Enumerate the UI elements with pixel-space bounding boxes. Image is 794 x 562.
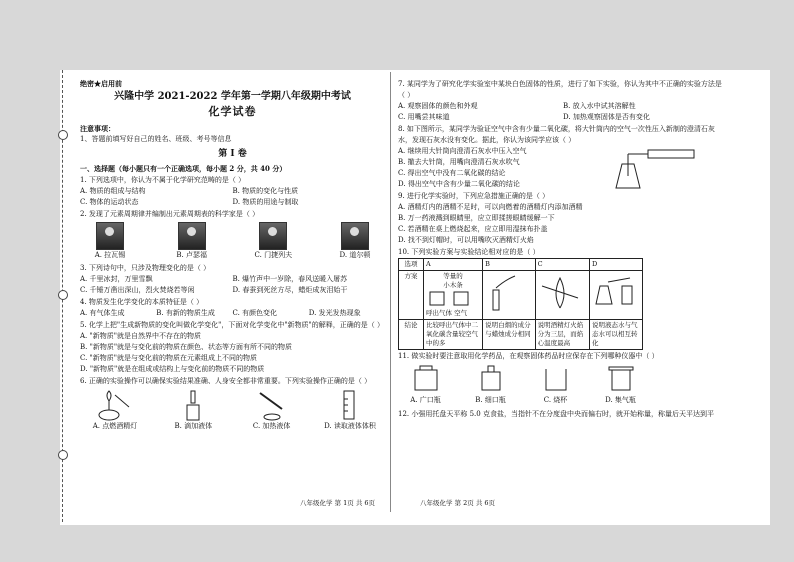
option-d: D. 得出空气中含有少量二氧化碳的结论: [398, 180, 520, 188]
option-b: B. 放入水中试其溶解性: [563, 102, 636, 110]
graduated-cylinder-icon: [330, 389, 370, 421]
lab-item: [315, 389, 385, 432]
portrait-item: [335, 222, 375, 261]
option-a: A. 物质的组成与结构: [80, 187, 146, 195]
portrait-image: [96, 222, 124, 250]
exam-title: 兴隆中学 2021-2022 学年第一学期八年级期中考试: [114, 91, 351, 102]
option-c: C. 用嘴尝其味道: [398, 113, 450, 121]
left-page: [80, 78, 385, 434]
option-d: D. 道尔顿: [339, 251, 371, 259]
question-options: [80, 274, 385, 296]
test-tube-heating-icon: [252, 389, 292, 421]
option-a: A. 广口瓶: [410, 396, 441, 404]
option-a: A. 有气体生成: [80, 309, 125, 317]
table-cell: 说明液态水与气态水可以相互转化: [590, 320, 643, 350]
option-a: A. "新物质"就是自然界中不存在的物质: [80, 332, 201, 340]
question-options: [80, 308, 385, 319]
question-1: [80, 175, 385, 208]
question-9: [398, 191, 728, 246]
option-c: C. 得出空气中没有二氧化碳的结论: [398, 169, 506, 177]
question-3: [80, 263, 385, 296]
question-stem: 11. 做实验时要注意取用化学药品，在观察固体药品时应保存在下列哪种仪器中（ ）: [398, 352, 659, 360]
option-b: B. 滴加液体: [174, 422, 213, 430]
option-c: C. 门捷列夫: [254, 251, 293, 259]
option-c: C. 千锤万凿出深山，烈火焚烧若等闲: [80, 286, 195, 294]
alcohol-lamp-icon: [95, 389, 135, 421]
right-page: [398, 78, 728, 420]
portrait-item: [253, 222, 293, 261]
question-stem: 10. 下列实验方案与实验结论相对应的是（ ）: [398, 248, 540, 256]
option-d: D. "新物质"就是在组成或结构上与变化前的物质不同的物质: [80, 365, 265, 373]
diagram-label: 等量的: [443, 272, 463, 280]
table-header-cell: D: [590, 259, 643, 271]
option-c: C. 物体的运动状态: [80, 198, 139, 206]
option-d: D. 读取液体体积: [324, 422, 376, 430]
question-6: [80, 376, 385, 432]
binding-hole: [58, 450, 68, 460]
question-10: [398, 247, 728, 350]
portrait-image: [259, 222, 287, 250]
bottle-item: [528, 365, 583, 406]
option-c: C. 烧杯: [543, 396, 568, 404]
option-b: B. 细口瓶: [475, 396, 506, 404]
question-stem: 6. 正确的实验操作可以确保实验结果准确、人身安全都非常重要。下列实验操作正确的是（ ）: [80, 377, 372, 385]
option-b: B. 有新的物质生成: [156, 309, 215, 317]
portrait-item: [90, 222, 130, 261]
question-options: [398, 101, 728, 123]
narrow-mouth-bottle-icon: [476, 365, 506, 391]
table-row-label: 方案: [399, 271, 424, 320]
lab-item: [158, 389, 228, 432]
question-stem: 4. 物质发生化学变化的本质特征是（ ）: [80, 298, 204, 306]
option-a: A. 观察固体的颜色和外观: [398, 102, 478, 110]
table-cell: [535, 271, 589, 320]
table-cell: [424, 271, 483, 320]
table-header-cell: 选项: [399, 259, 424, 271]
question-options: [80, 186, 385, 208]
table-cell: 比较呼出气体中二氧化碳含量较空气中的多: [424, 320, 483, 350]
question-4: [80, 297, 385, 319]
option-d: D. 春蚕到死丝方尽，蜡炬成灰泪始干: [232, 286, 348, 294]
question-5: [80, 320, 385, 375]
option-b: B. "新物质"就是与变化前的物质在颜色、状态等方面有所不同的物质: [80, 343, 293, 351]
question-2: [80, 209, 385, 261]
question-stem: 3. 下列诗句中，只涉及物理变化的是（ ）: [80, 264, 211, 272]
part-heading: 第 I 卷: [218, 149, 247, 159]
table-header-cell: C: [535, 259, 589, 271]
dropper-icon: [173, 389, 213, 421]
question-stem: 7. 某同学为了研究化学实验室中某块白色固体的性质，进行了如下实验，你认为其中不正确的实验方法是（ ）: [398, 80, 722, 99]
question-stem: 8. 如下图所示，某同学为验证空气中含有少量二氧化碳，将大针筒内的空气一次性压入新制的澄清石灰水，发现石灰水没有变化。据此，你认为该同学应该（ ）: [398, 125, 715, 144]
notes-heading: 注意事项：: [80, 124, 115, 133]
option-c: C. 加热液体: [252, 422, 291, 430]
option-c: C. "新物质"就是与变化前的物质在元素组成上不同的物质: [80, 354, 257, 362]
question-12: [398, 409, 728, 420]
option-b: B. 卢瑟福: [176, 251, 207, 259]
diagram-label: 小木条: [443, 281, 463, 289]
page-footer-right: 八年级化学 第 2页 共 6页: [420, 499, 496, 507]
table-row-label: 结论: [399, 320, 424, 350]
lab-item: [237, 389, 307, 432]
scientist-portraits: [80, 222, 385, 261]
option-d: D. 集气瓶: [605, 396, 636, 404]
question-8: [398, 124, 728, 190]
bottle-item: [398, 365, 453, 406]
question-11: [398, 351, 728, 406]
portrait-image: [341, 222, 369, 250]
table-cell: [483, 271, 536, 320]
table-cell: 说明白烟的成分与蜡烛成分相同: [483, 320, 536, 350]
diagram-label: 空气: [454, 309, 468, 317]
option-a: A. 拉瓦锡: [94, 251, 126, 259]
diagram-label: 呼出气体: [426, 309, 452, 317]
notes-item: 1、答题前填写好自己的姓名、班级、考号等信息: [80, 135, 232, 143]
flame-stick-icon: [538, 272, 583, 312]
option-a: A. 千里冰封，万里雪飘: [80, 275, 153, 283]
binding-hole: [58, 130, 68, 140]
question-stem: 1. 下列选项中，你认为不属于化学研究范畴的是（ ）: [80, 176, 246, 184]
option-b: B. 爆竹声中一岁除，春风送暖入屠苏: [232, 275, 348, 283]
table-cell: 说明酒精灯火焰分为三层，而焰心温度最高: [535, 320, 589, 350]
question-stem: 5. 化学上把"生成新物质的变化叫做化学变化"，下面对化学变化中"新物质"的解释，正确的是（ ）: [80, 321, 385, 329]
option-b: B. 万一药液溅到眼睛里，应立即揉搓眼睛缓解一下: [398, 214, 555, 222]
wide-mouth-bottle-icon: [411, 365, 441, 391]
beaker-icon: [541, 365, 571, 391]
section-heading: 一、选择题（每小题只有一个正确选项，每小题 2 分，共 40 分）: [80, 164, 287, 173]
option-c: C. 有颜色变化: [232, 309, 278, 317]
question-7: [398, 79, 728, 123]
page-divider: [390, 72, 391, 512]
table-header-cell: A: [424, 259, 483, 271]
exam-subtitle: 化学试卷: [208, 105, 257, 118]
experiment-table: [398, 258, 643, 350]
beakers-icon: [426, 290, 476, 306]
bottle-item: [593, 365, 648, 406]
binding-hole: [58, 290, 68, 300]
option-d: D. 物质的用途与制取: [232, 198, 299, 206]
table-cell: [590, 271, 643, 320]
option-b: B. 物质的变化与性质: [232, 187, 299, 195]
bottle-item: [463, 365, 518, 406]
table-header-cell: B: [483, 259, 536, 271]
option-c: C. 若酒精在桌上燃烧起来，应立即用湿抹布扑盖: [398, 225, 548, 233]
option-d: D. 加热观察固体是否有变化: [563, 113, 650, 121]
page-footer-left: 八年级化学 第 1页 共 6页: [300, 499, 376, 507]
portrait-item: [172, 222, 212, 261]
lab-item: [80, 389, 150, 432]
option-a: A. 继续用大针筒向澄清石灰水中压入空气: [398, 147, 527, 155]
question-stem: 9. 进行化学实验时，下列应急措施正确的是（ ）: [398, 192, 550, 200]
gas-jar-icon: [606, 365, 636, 391]
option-d: D. 发光发热现象: [308, 309, 361, 317]
option-a: A. 酒精灯内的酒精不足时，可以向燃着的酒精灯内添加酒精: [398, 203, 583, 211]
question-stem: 12. 小强用托盘天平称 5.0 克食盐，当指针不在分度盘中央而偏右时，就开始称量，称量后天平达到平: [398, 410, 714, 418]
syringe-flask-icon: [608, 146, 698, 191]
heating-flask-icon: [592, 272, 637, 312]
option-b: B. 撤去大针筒，用嘴向澄清石灰水吹气: [398, 158, 520, 166]
question-stem: 2. 发现了元素周期律并编制出元素周期表的科学家是（ ）: [80, 210, 260, 218]
option-a: A. 点燃酒精灯: [92, 422, 138, 430]
lab-operations: [80, 389, 385, 432]
portrait-image: [178, 222, 206, 250]
option-d: D. 找不到灯帽时，可以用嘴吹灭酒精灯火焰: [398, 236, 534, 244]
bottle-options: [398, 365, 648, 406]
secret-mark: 绝密★启用前: [80, 79, 122, 88]
candle-smoke-icon: [485, 272, 530, 312]
